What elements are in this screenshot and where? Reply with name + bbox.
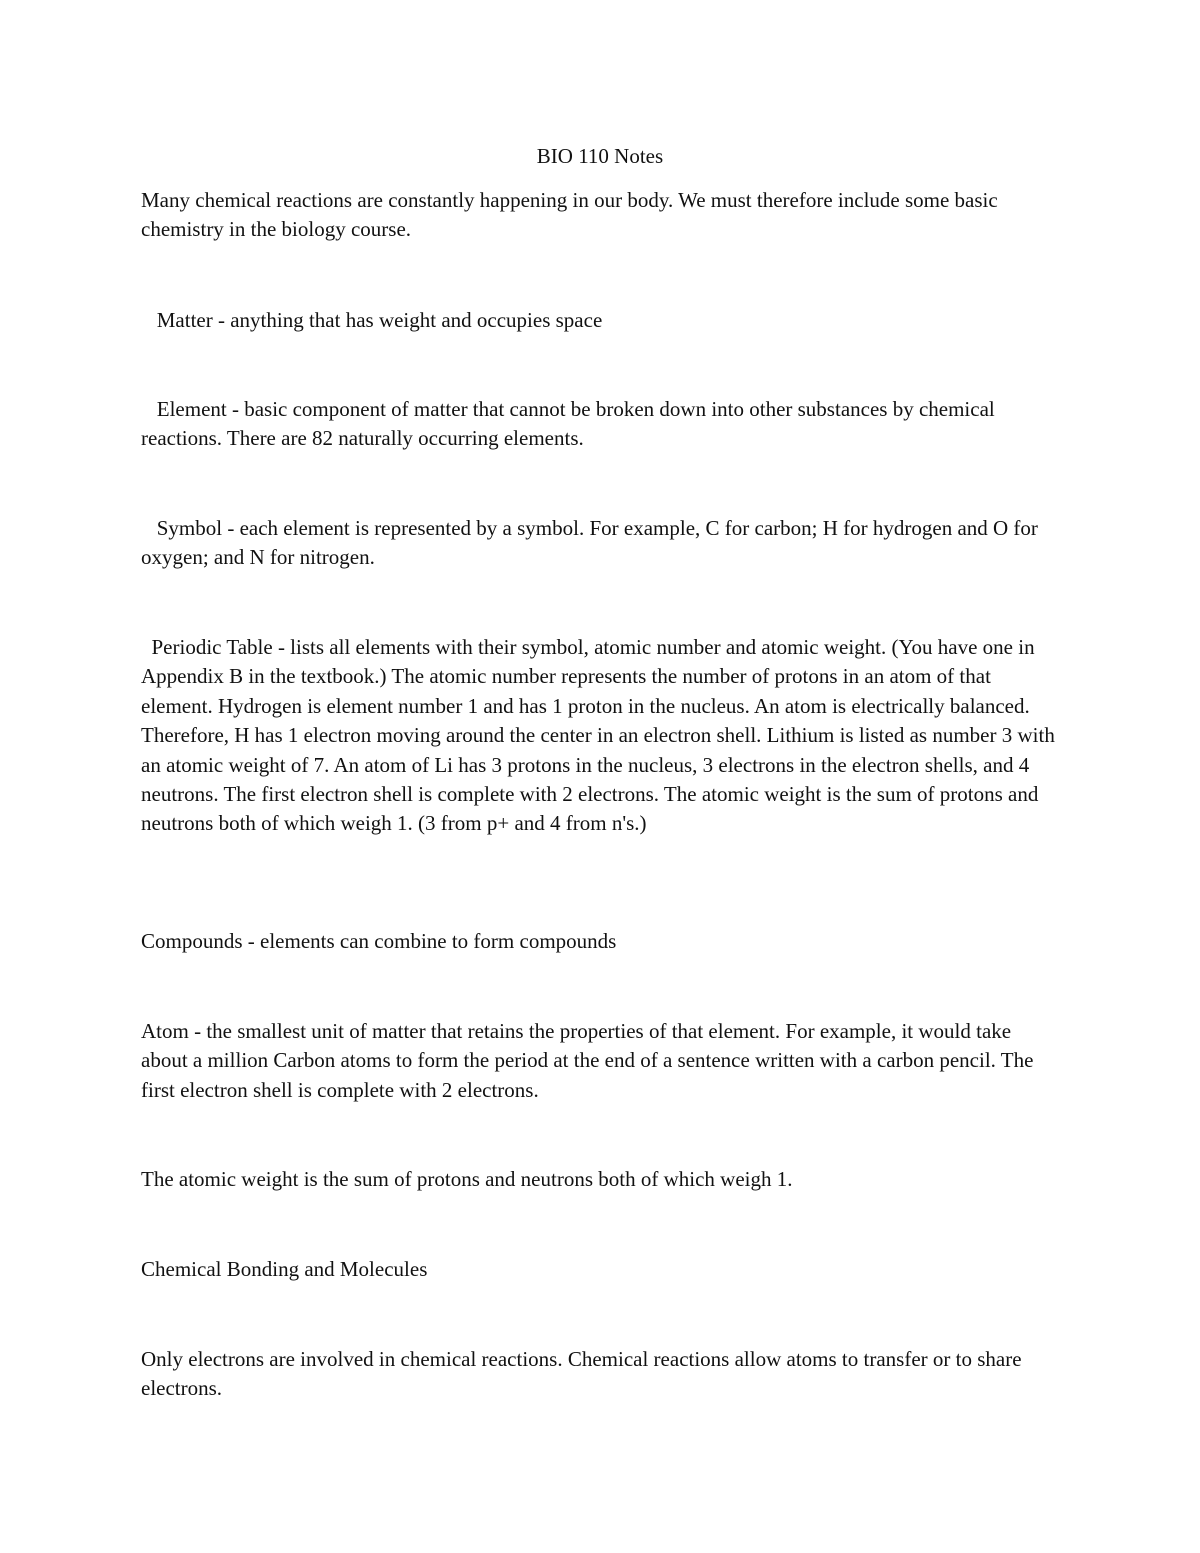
element-definition: Element - basic component of matter that cannot be broken down into other substances by chemical reactions. There are 82 naturally occurring elements. bbox=[141, 397, 1000, 451]
symbol-definition: Symbol - each element is represented by a symbol. For example, C for carbon; H for hydrogen and O for oxygen; and N for nitrogen. bbox=[141, 516, 1044, 570]
periodic-table-definition: Periodic Table - lists all elements with their symbol, atomic number and atomic weight. (You have one in Appendix B in the textbook.) The atomic number represents the number of protons in an atom of that element. Hydrogen is element number 1 and has 1 proton in the nucleus. An atom is electrically balanced. Therefore, H has 1 electron moving around the center in an electron shell. Lithium is listed as number 3 with an atomic weight of 7. An atom of Li has 3 protons in the nucleus, 3 electrons in the electron shells, and 4 neutrons. The first electron shell is complete with 2 electrons. The atomic weight is the sum of protons and neutrons both of which weigh 1. (3 from p+ and 4 from n's.) bbox=[141, 635, 1061, 836]
document-title: BIO 110 Notes bbox=[536, 144, 664, 168]
intro-paragraph: Many chemical reactions are constantly happening in our body. We must therefore include some basic chemistry in the biology course. bbox=[141, 188, 1003, 242]
atomic-weight-note: The atomic weight is the sum of protons and neutrons both of which weigh 1. bbox=[141, 1167, 793, 1191]
matter-definition: Matter - anything that has weight and occupies space bbox=[141, 308, 603, 332]
atom-definition: Atom - the smallest unit of matter that retains the properties of that element. For example, it would take about a million Carbon atoms to form the period at the end of a sentence written with a carbon pencil. The first electron shell is complete with 2 electrons. bbox=[141, 1019, 1039, 1102]
section-heading-chemical-bonding: Chemical Bonding and Molecules bbox=[141, 1257, 428, 1281]
compounds-definition: Compounds - elements can combine to form compounds bbox=[141, 929, 617, 953]
electrons-paragraph: Only electrons are involved in chemical reactions. Chemical reactions allow atoms to transfer or to share electrons. bbox=[141, 1347, 1027, 1401]
